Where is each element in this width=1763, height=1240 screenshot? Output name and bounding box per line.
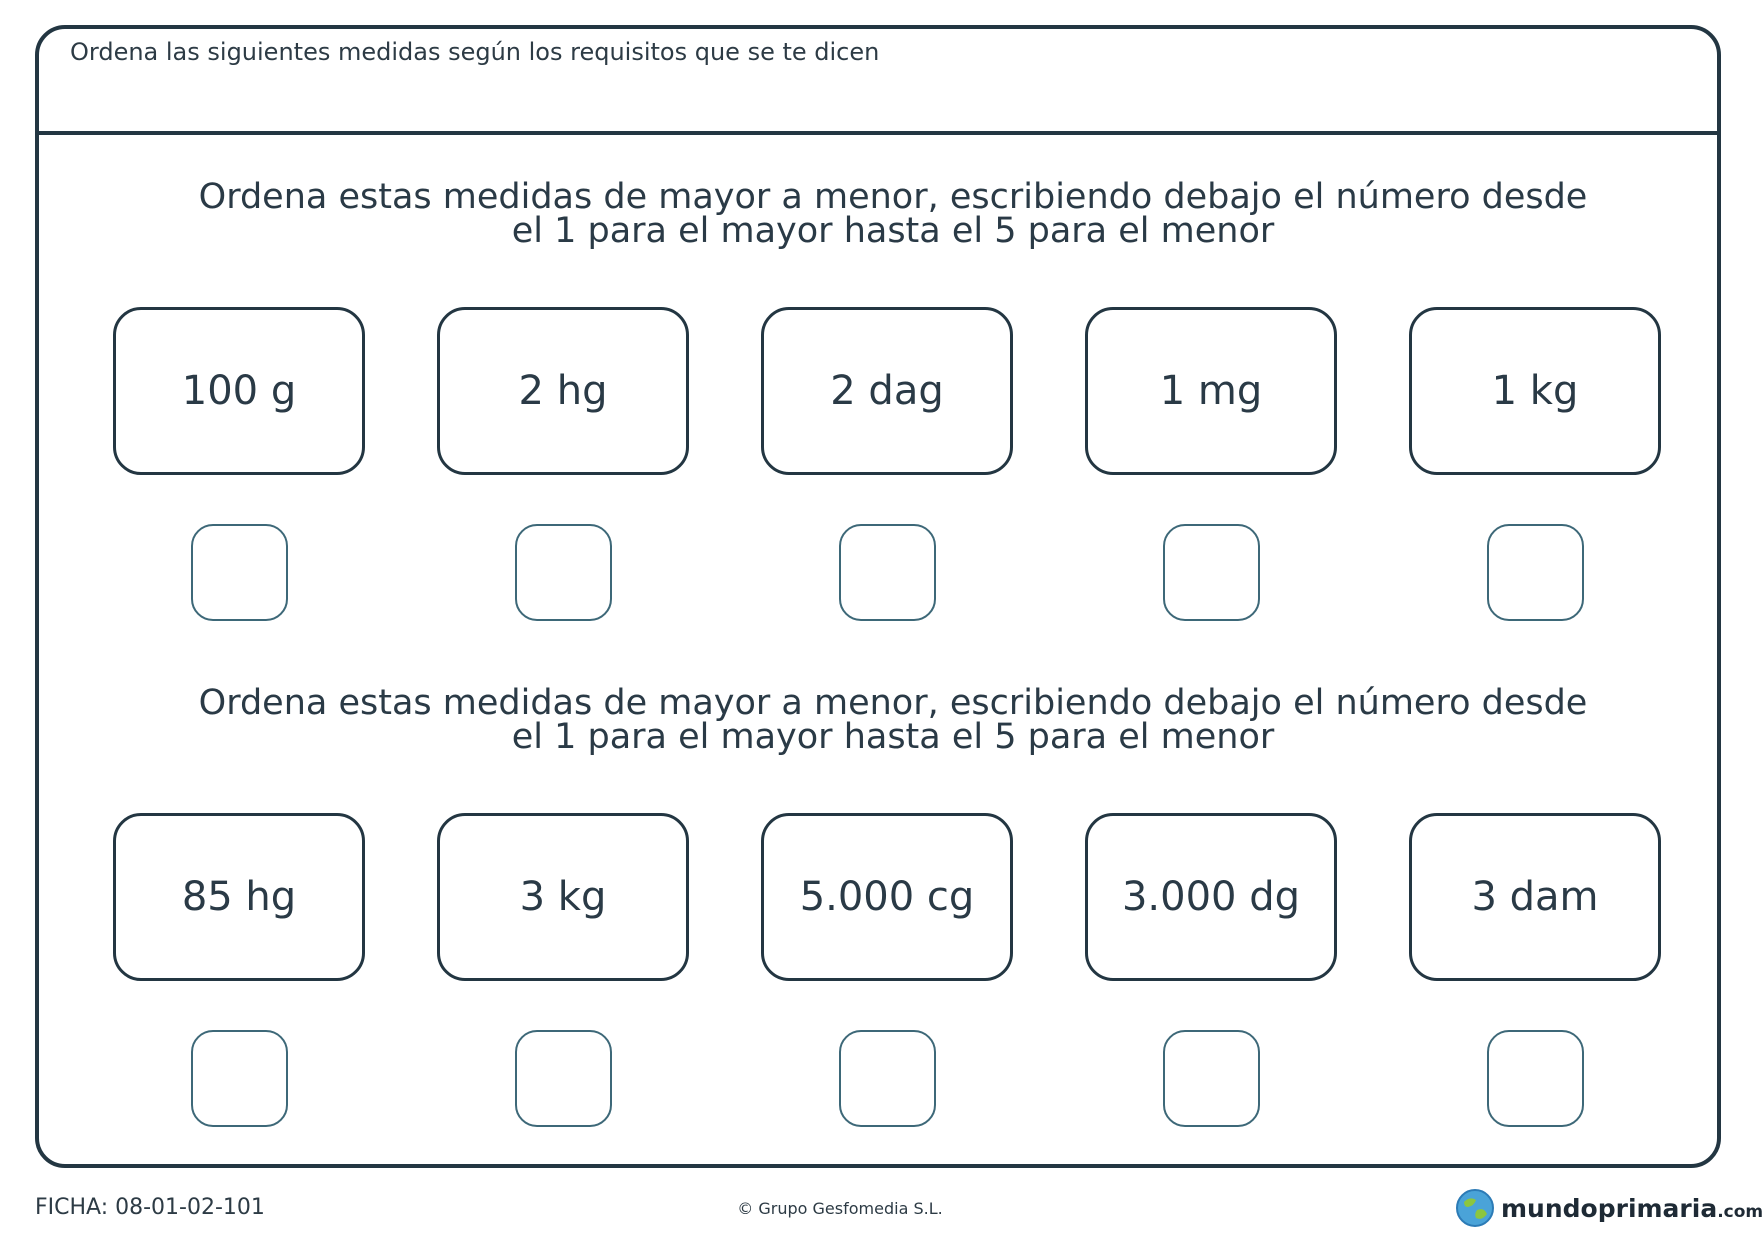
prompt-line: Ordena estas medidas de mayor a menor, escribiendo debajo el número desde	[198, 177, 1588, 217]
answer-box[interactable]	[191, 524, 288, 621]
header-divider	[35, 131, 1721, 135]
answer-box[interactable]	[191, 1030, 288, 1127]
measure-card: 2 dag	[761, 307, 1013, 475]
answer-box[interactable]	[515, 524, 612, 621]
section-1-prompt	[100, 177, 1686, 251]
ficha-code: FICHA: 08-01-02-101	[35, 1195, 265, 1220]
answer-box[interactable]	[839, 1030, 936, 1127]
measure-card: 3.000 dg	[1085, 813, 1337, 981]
instruction-text: Ordena las siguientes medidas según los requisitos que se te dicen	[70, 38, 880, 66]
answer-box[interactable]	[1487, 524, 1584, 621]
answer-box[interactable]	[1163, 524, 1260, 621]
measure-card: 5.000 cg	[761, 813, 1013, 981]
answer-box[interactable]	[839, 524, 936, 621]
answer-box[interactable]	[1163, 1030, 1260, 1127]
measure-card: 2 hg	[437, 307, 689, 475]
measure-card: 100 g	[113, 307, 365, 475]
prompt-line: el 1 para el mayor hasta el 5 para el menor	[511, 717, 1275, 757]
prompt-line: Ordena estas medidas de mayor a menor, escribiendo debajo el número desde	[198, 683, 1588, 723]
globe-icon	[1455, 1188, 1495, 1228]
section-2-prompt	[100, 683, 1686, 757]
measure-card: 1 mg	[1085, 307, 1337, 475]
answer-box[interactable]	[1487, 1030, 1584, 1127]
logo-text	[1501, 1194, 1763, 1223]
measure-card: 85 hg	[113, 813, 365, 981]
prompt-line: el 1 para el mayor hasta el 5 para el menor	[511, 211, 1275, 251]
site-logo[interactable]	[1455, 1188, 1763, 1228]
answer-box[interactable]	[515, 1030, 612, 1127]
logo-suffix: .com	[1717, 1201, 1763, 1222]
measure-card: 3 kg	[437, 813, 689, 981]
copyright-text: © Grupo Gesfomedia S.L.	[737, 1199, 943, 1218]
logo-main: mundoprimaria	[1501, 1193, 1718, 1223]
measure-card: 3 dam	[1409, 813, 1661, 981]
measure-card: 1 kg	[1409, 307, 1661, 475]
